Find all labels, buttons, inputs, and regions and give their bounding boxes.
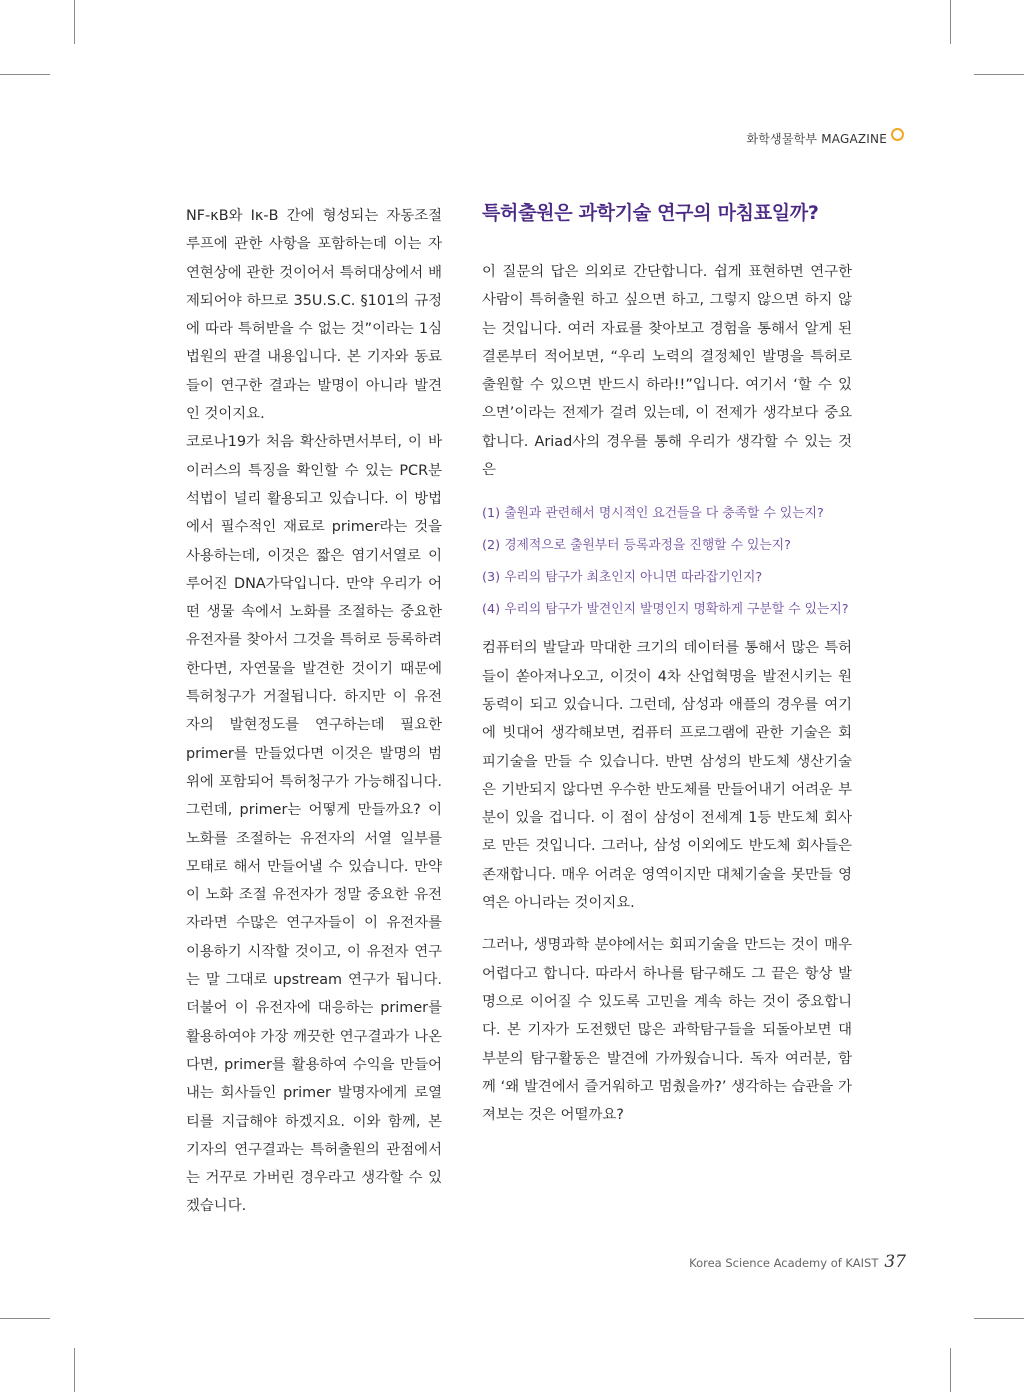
intro-paragraph: 이 질문의 답은 의외로 간단합니다. 쉽게 표현하면 연구한 사람이 특허출원 하고 싶으면 하고, 그렇지 않으면 하지 않는 것입니다. 여러 자료를 찾아보고 경험을 통해서 알게 된 결론부터 적어보면, “우리 노력의 결정체인 발명을 특허로 출원할 수 있으면 반드시 하라!!”입니다. 여기서 ‘할 수 있으면’이라는 전제가 걸려 있는데, 이 전제가 생각보다 중요합니다. Ariad사의 경우를 통해 우리가 생각할 수 있는 것은	[482, 264, 852, 479]
crop-mark	[974, 1318, 1024, 1319]
question-item: (2) 경제적으로 출원부터 등록과정을 진행할 수 있는지?	[482, 538, 791, 554]
page-footer	[689, 1252, 906, 1272]
crop-mark	[74, 0, 75, 44]
crop-mark	[74, 1348, 75, 1392]
running-header	[746, 130, 904, 147]
magazine-title: 화학생물학부 MAGAZINE	[746, 132, 887, 146]
question-item: (4) 우리의 탐구가 발견인지 발명인지 명확하게 구분할 수 있는지?	[482, 602, 849, 618]
question-item: (3) 우리의 탐구가 최초인지 아니면 따라잡기인지?	[482, 570, 763, 586]
body-paragraph: 그러나, 생명과학 분야에서는 회피기술을 만드는 것이 매우 어렵다고 합니다. 따라서 하나를 탐구해도 그 끝은 항상 발명으로 이어질 수 있도록 고민을 계속 하는 것이 중요합니다. 본 기자가 도전했던 많은 과학탐구들을 되돌아보면 대부분의 탐구활동은 발견에 가까웠습니다. 독자 여러분, 함께 ‘왜 발견에서 즐거워하고 멈췄을까?’ 생각하는 습관을 가져보는 것은 어떨까요?	[482, 937, 852, 1124]
crop-mark	[0, 74, 50, 75]
ring-icon	[891, 128, 904, 141]
crop-mark	[950, 1348, 951, 1392]
left-column	[186, 202, 442, 1221]
crop-mark	[974, 74, 1024, 75]
body-paragraph: 코로나19가 처음 확산하면서부터, 이 바이러스의 특징을 확인할 수 있는 PCR분석법이 널리 활용되고 있습니다. 이 방법에서 필수적인 재료로 primer라는 것을 사용하는데, 이것은 짧은 염기서열로 이루어진 DNA가닥입니다. 만약 우리가 어떤 생물 속에서 노화를 조절하는 중요한 유전자를 찾아서 그것을 특허로 등록하려 한다면, 자연물을 발견한 것이기 때문에 특허청구가 거절됩니다. 하지만 이 유전자의 발현정도를 연구하는데 필요한 primer를 만들었다면 이것은 발명의 범위에 포함되어 특허청구가 가능해집니다. 그런데, primer는 어떻게 만들까요? 이 노화를 조절하는 유전자의 서열 일부를 모태로 해서 만들어낼 수 있습니다. 만약 이 노화 조절 유전자가 정말 중요한 유전자라면 수많은 연구자들이 이 유전자를 이용하기 시작할 것이고, 이 유전자 연구는 말 그대로 upstream 연구가 됩니다. 더불어 이 유전자에 대응하는 primer를 활용하여야 가장 깨끗한 연구결과가 나온다면, primer를 활용하여 수익을 만들어내는 회사들인 primer 발명자에게 로열티를 지급해야 하겠지요. 이와 함께, 본 기자의 연구결과는 특허출원의 관점에서는 거꾸로 가버린 경우라고 생각할 수 있겠습니다.	[186, 434, 442, 1215]
right-column	[482, 198, 852, 1143]
publication-name: Korea Science Academy of KAIST	[689, 1256, 879, 1270]
question-item: (1) 출원과 관련해서 명시적인 요건들을 다 충족할 수 있는지?	[482, 506, 824, 522]
crop-mark	[0, 1318, 50, 1319]
body-paragraph: 컴퓨터의 발달과 막대한 크기의 데이터를 통해서 많은 특허들이 쏟아져나오고, 이것이 4차 산업혁명을 발전시키는 원동력이 되고 있습니다. 그런데, 삼성과 애플의 경우를 여기에 빗대어 생각해보면, 컴퓨터 프로그램에 관한 기술은 회피기술을 만들 수 있습니다. 반면 삼성의 반도체 생산기술은 기반되지 않다면 우수한 반도체를 만들어내기 어려운 부분이 있을 겁니다. 이 점이 삼성이 전세계 1등 반도체 회사로 만든 것입니다. 그러나, 삼성 이외에도 반도체 회사들은 존재합니다. 매우 어려운 영역이지만 대체기술을 못만들 영역은 아니라는 것이지요.	[482, 640, 852, 912]
page-number: 37	[884, 1252, 906, 1272]
crop-mark	[950, 0, 951, 44]
body-paragraph: NF-κB와 Iκ-B 간에 형성되는 자동조절 루프에 관한 사항을 포함하는데 이는 자연현상에 관한 것이어서 특허대상에서 배제되어야 하므로 35U.S.C. §101의 규정에 따라 특허받을 수 없는 것”이라는 1심법원의 판결 내용입니다. 본 기자와 동료들이 연구한 결과는 발명이 아니라 발견인 것이지요.	[186, 208, 442, 423]
question-list	[482, 498, 852, 626]
section-heading: 특허출원은 과학기술 연구의 마침표일까?	[482, 202, 819, 224]
